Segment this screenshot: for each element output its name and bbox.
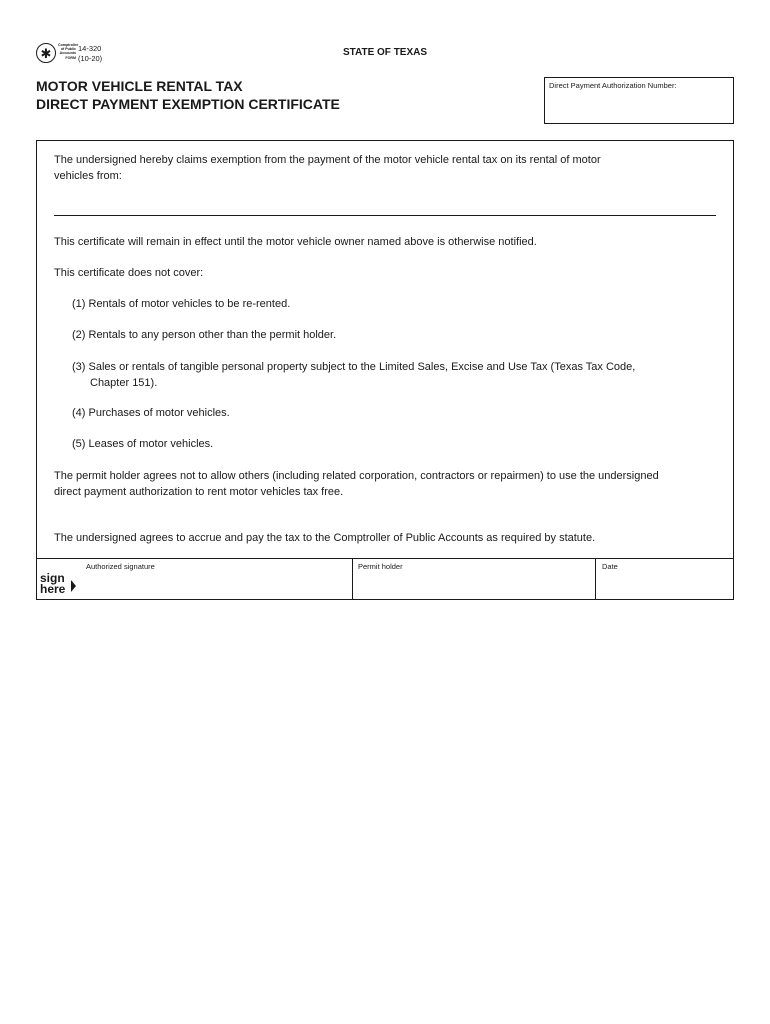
exclusion-item: (2) Rentals to any person other than the permit holder.: [72, 329, 337, 341]
title-line-2: DIRECT PAYMENT EXEMPTION CERTIFICATE: [36, 96, 340, 112]
comptroller-seal-icon: ✱: [36, 43, 56, 63]
authorized-signature-label: Authorized signature: [86, 562, 155, 571]
exclusion-item: (1) Rentals of motor vehicles to be re-rented.: [72, 298, 291, 310]
not-cover-heading: This certificate does not cover:: [54, 267, 204, 279]
accrue-text: The undersigned agrees to accrue and pay the tax to the Comptroller of Public Accounts as required by statute.: [54, 532, 596, 544]
agency-line: of Public: [60, 47, 76, 52]
agreement-line-2: direct payment authorization to rent motor vehicles tax free.: [54, 485, 344, 498]
agency-line: FORM: [65, 55, 76, 60]
cell-divider: [352, 558, 353, 600]
here-word: here: [40, 582, 66, 596]
permit-holder-field[interactable]: [354, 560, 593, 598]
exclusion-item: (4) Purchases of motor vehicles.: [72, 407, 230, 419]
exclusion-item: (3) Sales or rentals of tangible personal property subject to the Limited Sales, Excise and Use Tax (Texas Tax Code,: [72, 361, 636, 373]
exclusion-item: (5) Leases of motor vehicles.: [72, 438, 214, 450]
dpan-label: Direct Payment Authorization Number:: [549, 81, 677, 90]
agency-line: Accounts: [59, 51, 76, 56]
agreement-line-1: The permit holder agrees not to allow others (including related corporation, contractors or repairmen) to use the undersigned: [54, 470, 659, 482]
agreement-text: [54, 469, 659, 500]
claim-line-2: vehicles from:: [54, 169, 122, 182]
claim-text: [54, 153, 601, 184]
date-field[interactable]: [597, 560, 732, 598]
state-heading: STATE OF TEXAS: [342, 47, 428, 58]
effect-text: This certificate will remain in effect until the motor vehicle owner named above is otherwise notified.: [54, 236, 537, 248]
sign-here-marker: [40, 573, 65, 595]
form-title: [36, 77, 340, 113]
form-number: 14-320: [78, 44, 102, 53]
date-label: Date: [602, 562, 618, 571]
authorized-signature-field[interactable]: [72, 560, 350, 598]
form-revision: (10-20): [78, 54, 103, 63]
dpan-field[interactable]: [544, 77, 734, 124]
agency-line: Comptroller: [58, 43, 79, 47]
title-line-1: MOTOR VEHICLE RENTAL TAX: [36, 78, 243, 94]
cell-divider: [595, 558, 596, 600]
permit-holder-label: Permit holder: [358, 562, 403, 571]
vehicle-owner-field[interactable]: [54, 215, 716, 216]
sign-word: sign: [40, 571, 65, 585]
claim-line-1: The undersigned hereby claims exemption from the payment of the motor vehicle rental tax on its rental of motor: [54, 154, 601, 166]
exclusion-item-continued: Chapter 151).: [90, 377, 158, 389]
